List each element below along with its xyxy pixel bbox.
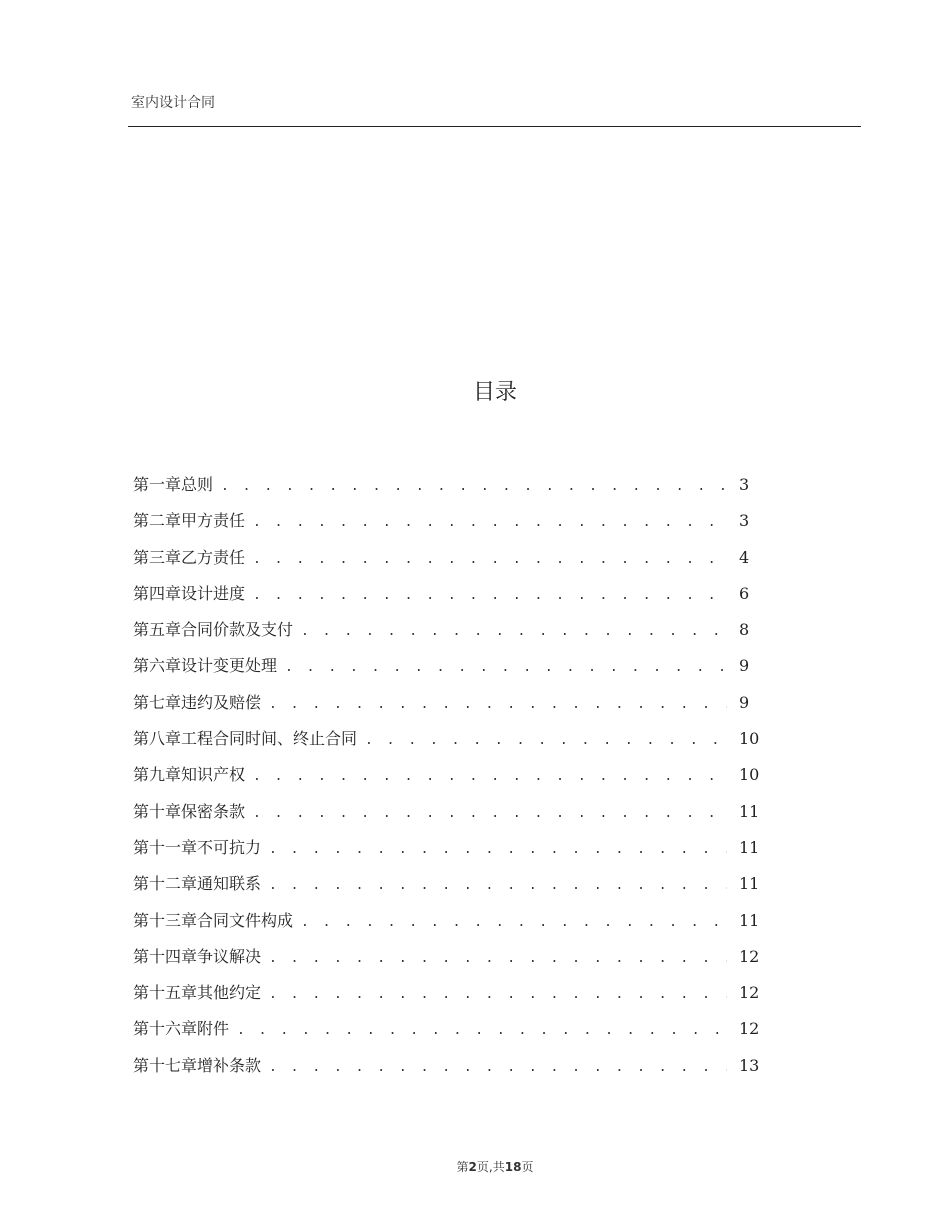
toc-leader-dots: [221, 479, 727, 494]
toc-leader-dots: [269, 951, 727, 966]
toc-entry[interactable]: [133, 690, 765, 726]
footer-suffix: 页: [521, 1160, 534, 1174]
toc-entry-label: 第十二章通知联系: [133, 874, 262, 894]
toc-entry[interactable]: [133, 653, 765, 689]
toc-entry-page: 9: [739, 656, 750, 676]
toc-leader-dots: [301, 915, 727, 930]
toc-entry-page: 3: [739, 511, 750, 531]
toc-leader-dots: [269, 987, 727, 1002]
toc-entry-label: 第八章工程合同时间、终止合同: [133, 729, 358, 749]
toc-entry[interactable]: [133, 908, 765, 944]
toc-entry[interactable]: [133, 472, 765, 508]
toc-entry-page: 13: [739, 1055, 760, 1075]
toc-entry-page: 11: [739, 874, 760, 894]
toc-entry[interactable]: [133, 617, 765, 653]
toc-entry-page: 4: [739, 547, 750, 567]
toc-entry[interactable]: [133, 980, 765, 1016]
toc-leader-dots: [253, 806, 727, 821]
footer-current-page: 2: [468, 1160, 477, 1174]
toc-entry[interactable]: [133, 835, 765, 871]
toc-entry-label: 第六章设计变更处理: [133, 656, 278, 676]
toc-leader-dots: [253, 769, 727, 784]
toc-entry-label: 第三章乙方责任: [133, 547, 246, 567]
toc-entry-label: 第十七章增补条款: [133, 1055, 262, 1075]
toc-leader-dots: [269, 697, 727, 712]
footer-total-pages: 18: [504, 1160, 522, 1174]
toc-leader-dots: [253, 588, 727, 603]
toc-entry-label: 第七章违约及赔偿: [133, 692, 262, 712]
footer-prefix: 第: [456, 1160, 469, 1174]
toc-entry[interactable]: [133, 1053, 765, 1089]
toc-leader-dots: [301, 624, 727, 639]
toc-entry-page: 12: [739, 1019, 760, 1039]
toc-entry-page: 10: [739, 729, 760, 749]
toc-entry[interactable]: [133, 545, 765, 581]
toc-leader-dots: [253, 515, 727, 530]
toc-leader-dots: [269, 1060, 727, 1075]
toc-entry[interactable]: [133, 762, 765, 798]
toc-leader-dots: [237, 1023, 727, 1038]
table-of-contents: [133, 472, 765, 1089]
toc-entry-page: 9: [739, 692, 750, 712]
toc-entry-page: 12: [739, 983, 760, 1003]
document-header-title: 室内设计合同: [131, 95, 215, 111]
toc-entry-label: 第十六章附件: [133, 1019, 230, 1039]
toc-entry-page: 10: [739, 765, 760, 785]
toc-leader-dots: [365, 733, 727, 748]
toc-entry-label: 第一章总则: [133, 475, 214, 494]
header-divider: [128, 126, 861, 127]
toc-entry-label: 第十四章争议解决: [133, 946, 262, 966]
toc-entry-label: 第二章甲方责任: [133, 511, 246, 531]
toc-entry-label: 第五章合同价款及支付: [133, 620, 294, 640]
toc-entry[interactable]: [133, 726, 765, 762]
toc-entry[interactable]: [133, 581, 765, 617]
toc-entry[interactable]: [133, 799, 765, 835]
toc-leader-dots: [253, 552, 727, 567]
toc-entry-page: 11: [739, 801, 760, 821]
toc-entry-page: 11: [739, 910, 760, 930]
toc-entry-page: 11: [739, 837, 760, 857]
toc-entry-page: 3: [739, 475, 750, 494]
toc-entry[interactable]: [133, 871, 765, 907]
toc-title: 目录: [472, 380, 517, 405]
toc-leader-dots: [269, 878, 727, 893]
toc-entry[interactable]: [133, 1016, 765, 1052]
toc-leader-dots: [285, 660, 727, 675]
toc-leader-dots: [269, 842, 727, 857]
toc-entry-label: 第九章知识产权: [133, 765, 246, 785]
toc-entry[interactable]: [133, 508, 765, 544]
toc-entry-label: 第十五章其他约定: [133, 983, 262, 1003]
toc-entry-page: 6: [739, 583, 750, 603]
toc-entry-page: 12: [739, 946, 760, 966]
toc-entry-label: 第十章保密条款: [133, 801, 246, 821]
toc-entry[interactable]: [133, 944, 765, 980]
toc-entry-label: 第四章设计进度: [133, 583, 246, 603]
page-footer: [0, 1158, 950, 1175]
footer-middle: 页,共: [476, 1160, 505, 1174]
toc-entry-page: 8: [739, 620, 750, 640]
toc-entry-label: 第十一章不可抗力: [133, 837, 262, 857]
toc-entry-label: 第十三章合同文件构成: [133, 910, 294, 930]
